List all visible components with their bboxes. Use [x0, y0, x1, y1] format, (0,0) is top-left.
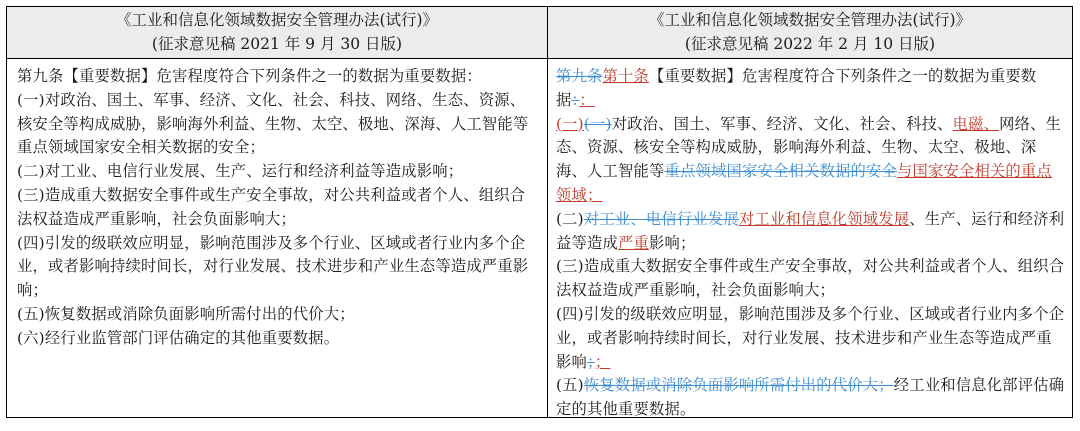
left-header [7, 7, 548, 59]
right-para-item-5 [556, 374, 1066, 422]
content-row [7, 59, 1073, 418]
right-header [548, 7, 1073, 59]
deleted-key-areas-text: 重点领域国家安全相关数据的安全 [664, 162, 897, 181]
left-para-item-6: (六)经行业监管部门评估确定的其他重要数据。 [17, 328, 340, 347]
left-para-item-4: (四)引发的级联效应明显，影响范围涉及多个行业、区域或者行业内多个企业，或者影响持续时间长，对行业发展、技术进步和产业生态等造成严重影响； [17, 233, 529, 300]
right-para-article [556, 65, 1066, 113]
item-2-text-b: 影响； [649, 233, 696, 252]
inserted-item-4-end: ； [594, 352, 611, 371]
left-para-article: 第九条【重要数据】危害程度符合下列条件之一的数据为重要数据： [17, 67, 482, 85]
left-cell [7, 59, 548, 418]
item-5-text: 经工业和信息化部评估确定的其他重要数据。 [556, 376, 1065, 419]
inserted-item-number: (一) [556, 114, 584, 133]
deleted-recovery-text: 恢复数据或消除负面影响所需付出的代价大； [583, 376, 894, 395]
item-4-text: (四)引发的级联效应明显，影响范围涉及多个行业、区域或者行业内多个企业，或者影响持续时间长，对行业发展、技术进步和产业生态等造成严重影响 [556, 304, 1065, 371]
inserted-key-areas-text: 与国家安全相关的重点领域 [556, 162, 1052, 204]
article-text: 【重要数据】危害程度符合下列条件之一的数据为重要数据 [556, 67, 1037, 109]
inserted-electromagnetic: 电磁、 [952, 114, 1000, 133]
deleted-industry-text: 对工业、电信行业发展 [583, 209, 739, 228]
inserted-colon: ： [579, 90, 595, 109]
item-1-end: ； [587, 185, 603, 204]
left-para-item-2: (二)对工业、电信行业发展、生产、运行和经济利益等造成影响； [17, 162, 464, 181]
left-para-item-3: (三)造成重大数据安全事件或生产安全事故，对公共利益或者个人、组织合法权益造成严重影响，社会负面影响大； [17, 185, 526, 228]
deleted-article-number: 第九条 [556, 67, 603, 85]
item-1-text-a: 对政治、国土、军事、经济、文化、社会、科技、 [611, 114, 953, 133]
inserted-industry-text: 对工业和信息化领域发展 [738, 209, 910, 228]
right-cell [548, 59, 1073, 418]
item-1-text-b: 网络、生态、资源、核安全等构成威胁，影响海外利益、生物、太空、极地、深海、人工智能等 [556, 114, 1062, 181]
inserted-article-number: 第十条 [602, 67, 649, 85]
left-para-item-1: (一)对政治、国土、军事、经济、文化、社会、科技、网络、生态、资源、核安全等构成威胁，影响海外利益、生物、太空、极地、深海、人工智能等重点领域国家安全相关数据的安全； [17, 90, 529, 157]
left-header-title: 《工业和信息化领域数据安全管理办法(试行)》 [115, 11, 439, 29]
right-para-item-1 [556, 113, 1066, 208]
comparison-table [6, 6, 1073, 418]
header-row [7, 7, 1073, 59]
inserted-serious: 严重 [618, 233, 649, 252]
item-2-number: (二) [556, 209, 584, 228]
right-para-item-3: (三)造成重大数据安全事件或生产安全事故，对公共利益或者个人、组织合法权益造成严重影响，社会负面影响大； [556, 257, 1065, 300]
right-header-subtitle: (征求意见稿 2022 年 2 月 10 日版) [684, 35, 936, 53]
deleted-item-4-end: ； [587, 352, 595, 371]
right-para-item-4 [556, 303, 1066, 374]
right-header-title: 《工业和信息化领域数据安全管理办法(试行)》 [648, 11, 972, 29]
deleted-colon: ： [571, 90, 580, 109]
item-2-text-a: 、生产、运行和经济利益等造成 [556, 209, 1065, 252]
item-5-number: (五) [556, 376, 584, 395]
left-para-item-5: (五)恢复数据或消除负面影响所需付出的代价大； [17, 304, 355, 323]
deleted-item-number: (一) [583, 114, 612, 133]
left-header-subtitle: (征求意见稿 2021 年 9 月 30 日版) [151, 35, 403, 53]
right-para-item-2 [556, 208, 1066, 256]
